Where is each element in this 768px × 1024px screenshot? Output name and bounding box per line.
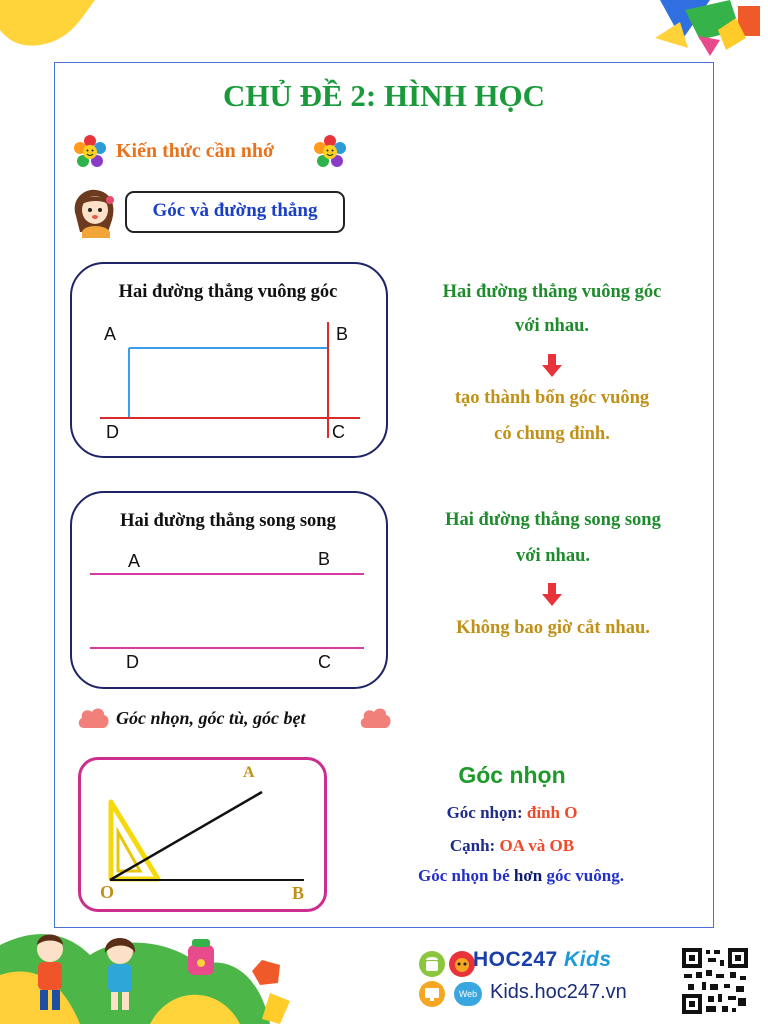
flower-icon <box>72 135 108 169</box>
backpack-icon <box>188 939 214 975</box>
web-badge[interactable] <box>454 982 482 1006</box>
perpendicular-panel-title: Hai đường thẳng vuông góc <box>118 282 338 302</box>
parallel-text-2: với nhau. <box>516 546 590 566</box>
parallel-diagram <box>70 560 388 660</box>
point-d: D <box>126 652 139 672</box>
point-a: A <box>104 324 117 344</box>
pencil-icon <box>262 993 290 1024</box>
acute-sides-label: Cạnh: <box>449 836 496 855</box>
topic-label: Góc và đường thẳng <box>152 200 318 221</box>
point-o: O <box>100 882 115 902</box>
corner-decoration <box>600 0 768 60</box>
acute-sides-value: OA và OB <box>499 836 575 855</box>
point-c: C <box>332 422 345 442</box>
pentagon-icon <box>252 960 280 985</box>
section-knowledge: Kiến thức cần nhớ <box>116 140 275 162</box>
point-b: B <box>292 883 305 903</box>
android-icon[interactable] <box>418 950 446 978</box>
girl-avatar <box>66 186 122 238</box>
brand-kids: Kids <box>564 948 612 971</box>
web-badge-label: Web <box>458 989 478 999</box>
point-b: B <box>318 549 331 569</box>
point-a: A <box>243 764 255 781</box>
point-b: B <box>336 324 349 344</box>
acute-sides-line <box>402 836 622 856</box>
arrow-down-icon <box>542 583 562 607</box>
brand-main: HOC247 <box>473 948 558 971</box>
acute-summary-b: hơn <box>513 866 543 885</box>
perpendicular-text-3: tạo thành bốn góc vuông <box>454 388 650 408</box>
monitor-icon[interactable] <box>418 980 446 1008</box>
perpendicular-text-2: với nhau. <box>515 316 589 336</box>
acute-angle-diagram <box>78 757 327 912</box>
perpendicular-text-4: có chung đỉnh. <box>494 424 610 444</box>
acute-vertex-label: Góc nhọn: <box>446 803 523 822</box>
parallel-text-1: Hai đường thẳng song song <box>445 510 661 530</box>
point-c: C <box>318 652 331 672</box>
cloud-icon <box>76 706 110 732</box>
arrow-down-icon <box>542 354 562 378</box>
corner-blob <box>0 0 95 55</box>
flower-icon <box>312 135 348 169</box>
point-d: D <box>106 422 119 442</box>
website-link[interactable]: Kids.hoc247.vn <box>490 981 627 1003</box>
qr-code-icon <box>680 946 750 1016</box>
acute-vertex-line <box>402 803 622 823</box>
acute-heading: Góc nhọn <box>458 762 566 788</box>
point-a: A <box>128 551 141 571</box>
section-angles: Góc nhọn, góc tù, góc bẹt <box>116 708 306 728</box>
app-store-icon[interactable] <box>448 950 476 978</box>
cloud-icon <box>358 706 392 732</box>
brand-logo <box>473 948 612 972</box>
page-title: CHỦ ĐỀ 2: HÌNH HỌC <box>222 78 546 113</box>
acute-summary-a: Góc nhọn bé <box>418 866 514 885</box>
parallel-panel-title: Hai đường thẳng song song <box>120 511 336 531</box>
perpendicular-text-1: Hai đường thẳng vuông góc <box>442 282 662 302</box>
parallel-text-3: Không bao giờ cắt nhau. <box>456 618 650 638</box>
footer-decoration <box>0 915 330 1024</box>
acute-vertex-value: đỉnh O <box>526 803 578 822</box>
acute-summary <box>380 866 662 886</box>
acute-summary-c: góc vuông. <box>542 866 624 885</box>
